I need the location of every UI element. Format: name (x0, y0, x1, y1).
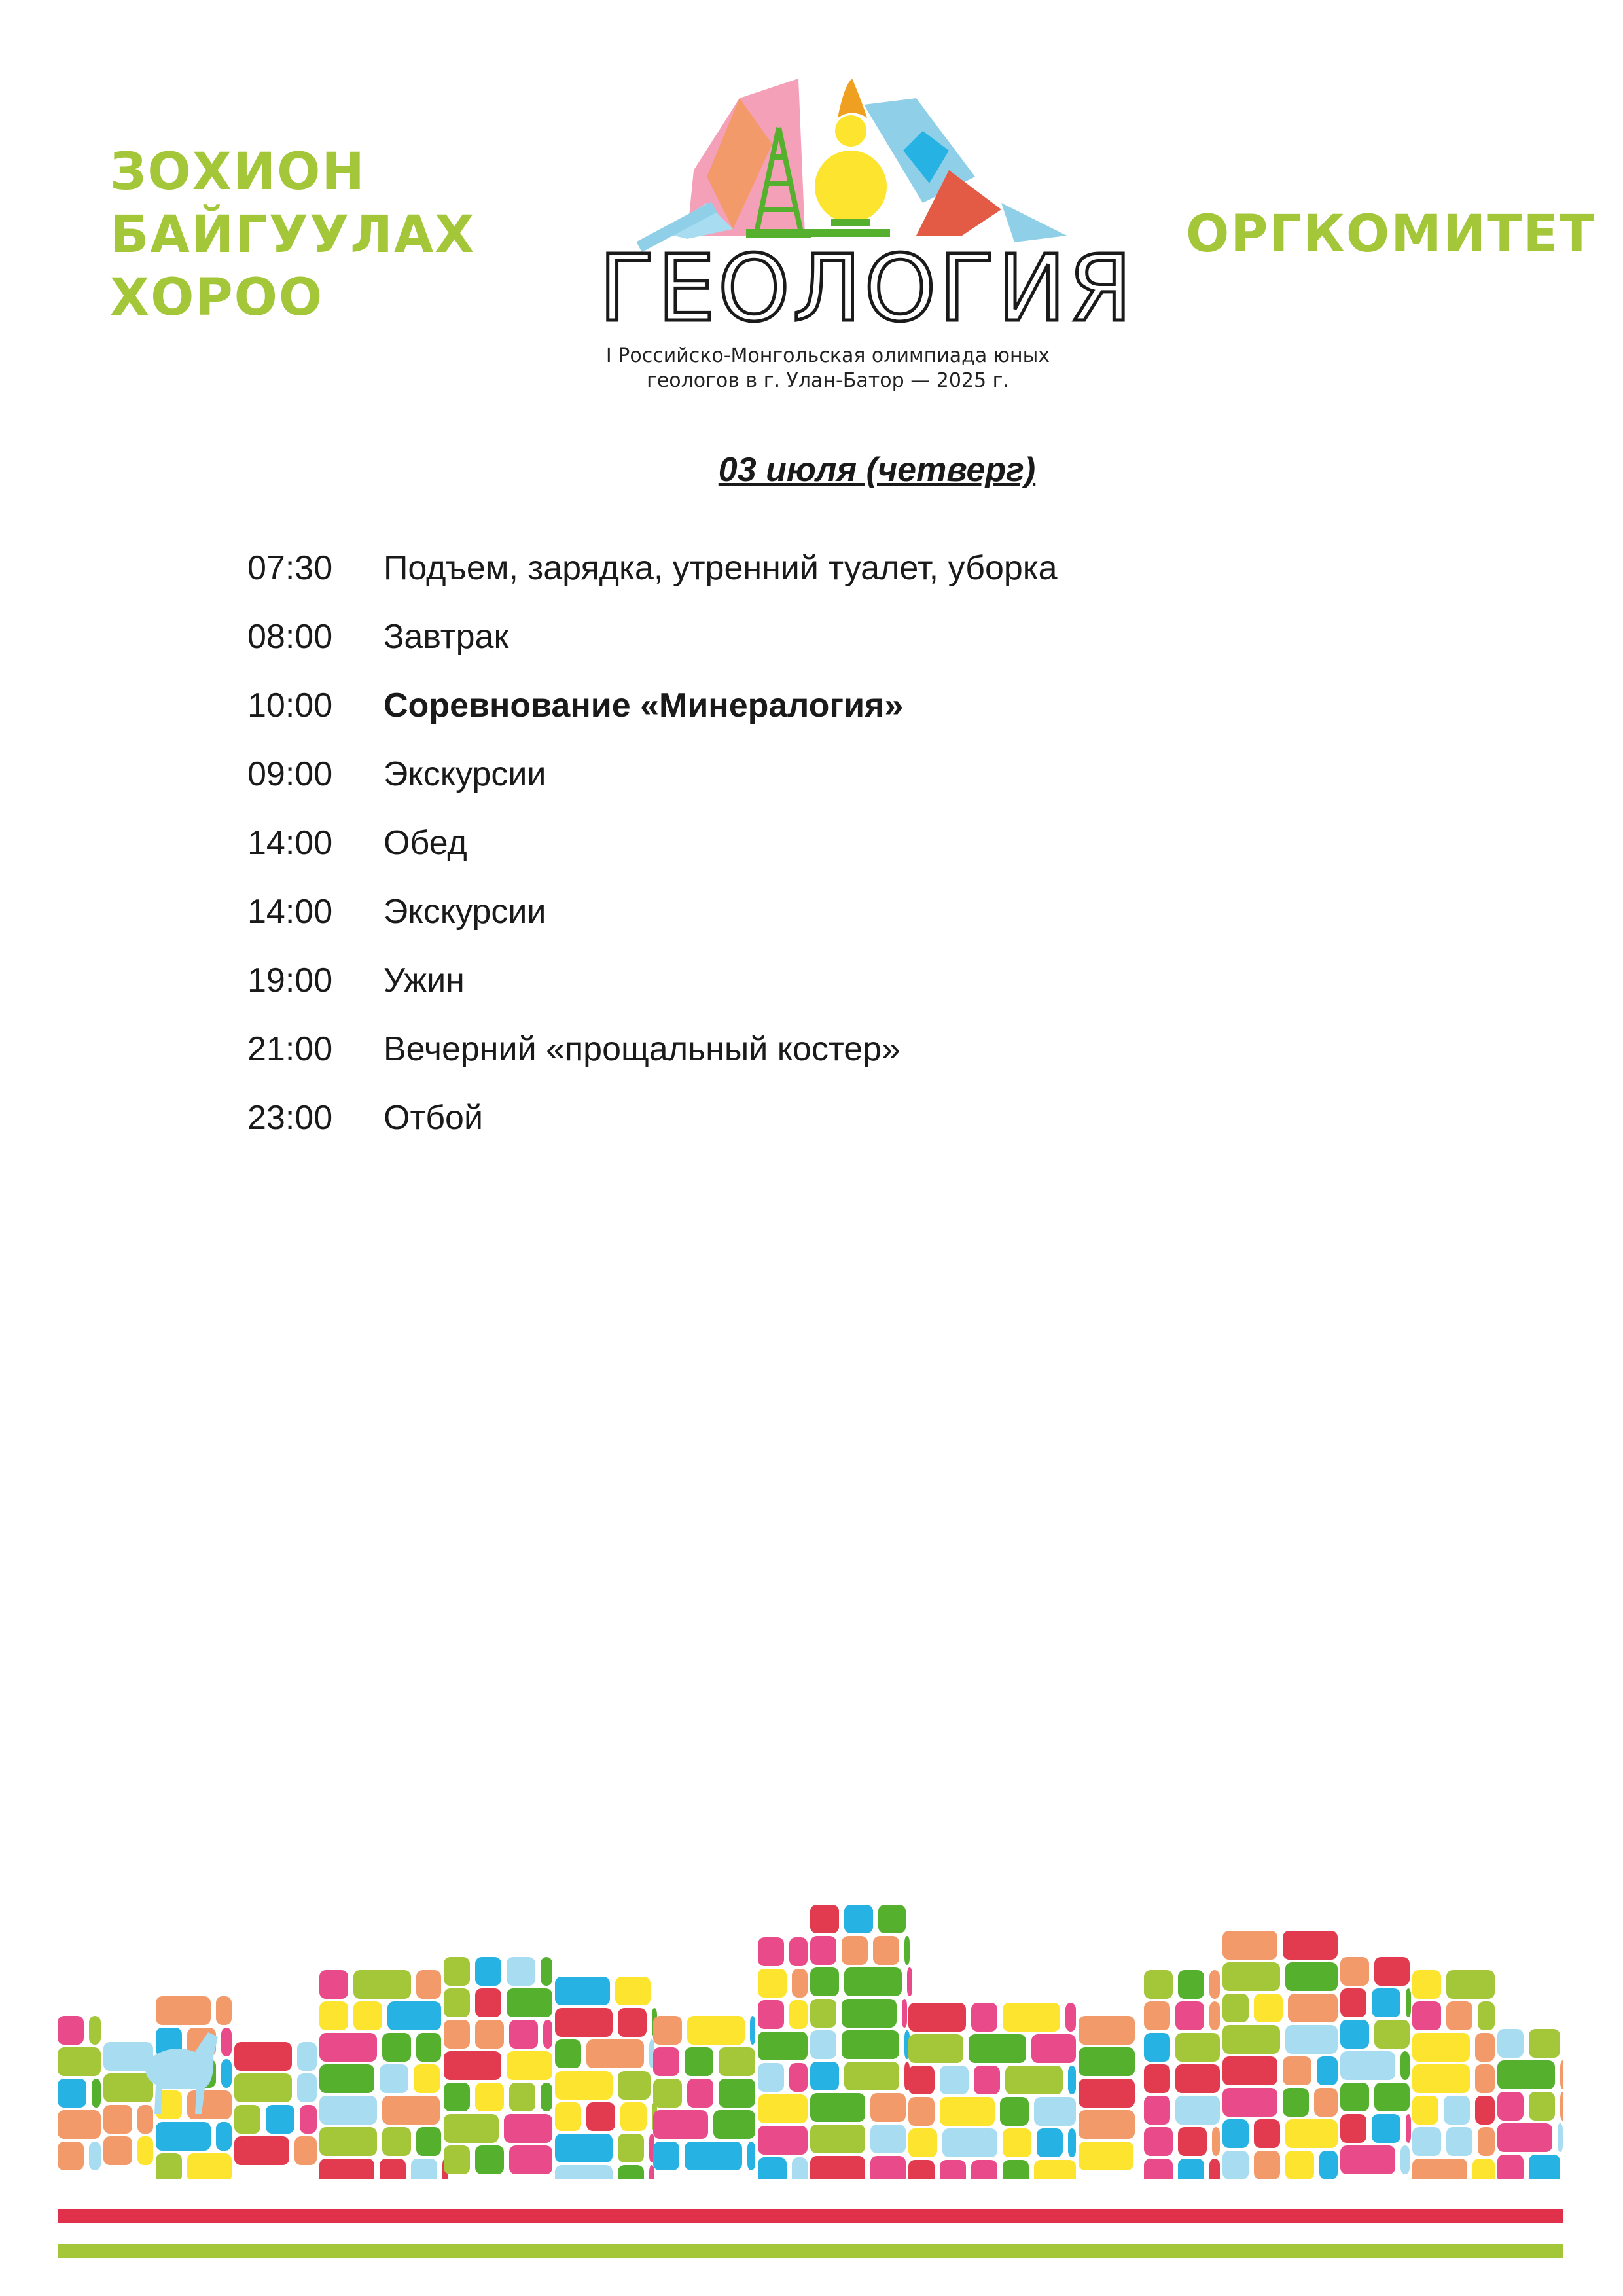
skyline-block (620, 2102, 647, 2131)
skyline-block (416, 2127, 441, 2156)
skyline-block (58, 2016, 84, 2045)
skyline-block (969, 2034, 1026, 2063)
skyline-block (789, 2000, 808, 2029)
skyline-block (1283, 1931, 1338, 1960)
skyline-block (1475, 2064, 1495, 2093)
header-left-line-3: ХОРОО (110, 268, 324, 327)
schedule-time: 23:00 (247, 1098, 333, 1137)
skyline-block (1412, 2033, 1470, 2062)
skyline-block (353, 2001, 382, 2030)
skyline-block (137, 2105, 153, 2134)
skyline-block (844, 1967, 902, 1996)
skyline-block (156, 2153, 182, 2179)
skyline-block (758, 2032, 808, 2060)
skyline-block (1000, 2097, 1029, 2126)
skyline-block (475, 1988, 501, 2017)
skyline-block (234, 2136, 289, 2165)
skyline-block (1144, 2001, 1170, 2030)
skyline-block (902, 1999, 907, 2028)
skyline-block (1034, 2160, 1076, 2179)
skyline-block (1031, 2034, 1076, 2063)
skyline-block (507, 1988, 552, 2017)
skyline-block (842, 2030, 899, 2059)
skyline-block (789, 1937, 808, 1966)
skyline-block (1222, 1994, 1249, 2022)
skyline-block (1144, 1970, 1173, 1999)
skyline-block (1175, 2001, 1204, 2030)
skyline-block (1529, 2029, 1560, 2058)
skyline-block (507, 2051, 552, 2080)
skyline-block (685, 2047, 713, 2076)
skyline-block (1497, 2029, 1524, 2058)
skyline-block (411, 2159, 437, 2179)
skyline-block (380, 2064, 408, 2093)
skyline-block (758, 2157, 787, 2179)
skyline-block (1222, 2088, 1277, 2117)
skyline-block (1478, 2001, 1495, 2030)
skyline-block (1340, 2083, 1369, 2111)
skyline-block (1285, 2151, 1314, 2179)
skyline-block (758, 2094, 808, 2123)
skyline-block (1475, 2033, 1495, 2062)
skyline-block (319, 2127, 377, 2156)
skyline-block (870, 2125, 906, 2153)
skyline-block (1412, 2096, 1438, 2125)
skyline-block (618, 2071, 651, 2100)
schedule-row (247, 1014, 1058, 1083)
skyline-block (1037, 2128, 1063, 2157)
skyline-block (618, 2165, 644, 2179)
skyline-block (618, 2134, 644, 2162)
skyline-block (653, 2047, 679, 2076)
skyline-block (541, 1957, 552, 1986)
skyline-block (103, 2073, 153, 2102)
skyline-block (908, 2160, 935, 2179)
skyline-block (1374, 2083, 1410, 2111)
skyline-block (58, 2079, 86, 2108)
logo-title: ГЕОЛОГИЯ (599, 236, 1135, 342)
skyline-block (1003, 2160, 1029, 2179)
skyline-block (1283, 2056, 1311, 2085)
skyline-block (1209, 2001, 1220, 2030)
skyline-block (810, 2093, 865, 2122)
skyline-block (1372, 1988, 1400, 2017)
skyline-block (103, 2105, 132, 2134)
skyline-block (1446, 2127, 1472, 2156)
skyline-block (870, 2156, 906, 2179)
skyline-block (940, 2097, 995, 2126)
skyline-block (216, 1996, 232, 2025)
skyline-block (475, 1957, 501, 1986)
skyline-block (1400, 2051, 1410, 2080)
skyline-block (758, 2000, 784, 2029)
skyline-block (873, 1936, 899, 1965)
skyline-block (615, 1977, 651, 2005)
skyline-block (1529, 2092, 1555, 2121)
skyline-block (842, 1936, 868, 1965)
skyline-block (1285, 1962, 1338, 1991)
skyline-block (319, 2033, 377, 2062)
schedule-row (247, 808, 1058, 877)
schedule-time: 21:00 (247, 1030, 333, 1068)
skyline-block (1412, 1970, 1441, 1999)
skyline-block (1446, 2001, 1472, 2030)
schedule-time: 08:00 (247, 617, 333, 656)
city-skyline-decoration (58, 1885, 1563, 2179)
skyline-block (319, 2096, 377, 2125)
skyline-block (908, 2066, 935, 2094)
skyline-block (103, 2136, 132, 2165)
skyline-block (1412, 2127, 1441, 2156)
logo-subtitle-line-2: геологов в г. Улан-Батор — 2025 г. (647, 369, 1009, 392)
skyline-block (444, 2020, 470, 2049)
skyline-block (649, 2165, 654, 2179)
skyline-block (1212, 2127, 1220, 2156)
skyline-block (586, 2102, 615, 2131)
skyline-block (1340, 1957, 1369, 1986)
skyline-block (1222, 2119, 1249, 2148)
skyline-block (444, 1957, 470, 1986)
skyline-block (92, 2079, 101, 2108)
skyline-block (89, 2142, 101, 2170)
skyline-block (319, 2064, 374, 2093)
skyline-block (810, 2062, 839, 2090)
skyline-block (380, 2159, 406, 2179)
skyline-block (908, 2003, 966, 2032)
skyline-block (1178, 2127, 1207, 2156)
skyline-block (543, 2020, 552, 2049)
skyline-block (1144, 2096, 1170, 2125)
skyline-block (1446, 1970, 1495, 1999)
skyline-block (475, 2083, 504, 2111)
schedule-time: 14:00 (247, 823, 333, 862)
skyline-block (444, 2083, 470, 2111)
schedule-row (247, 533, 1058, 602)
skyline-block (942, 2128, 997, 2157)
skyline-block (1372, 2114, 1400, 2143)
skyline-block (810, 2156, 865, 2179)
skyline-block (444, 1988, 470, 2017)
logo-subtitle (592, 344, 1063, 393)
schedule-row (247, 671, 1058, 740)
organizing-committee-ru: ОРГКОМИТЕТ (1186, 205, 1596, 264)
skyline-block (387, 2001, 441, 2030)
skyline-block (1065, 2003, 1076, 2032)
skyline-block (1254, 2119, 1280, 2148)
schedule-time: 10:00 (247, 686, 333, 725)
skyline-block (810, 1905, 839, 1933)
schedule-event: Соревнование «Минералогия» (383, 686, 904, 725)
skyline-block (541, 2083, 552, 2111)
skyline-block (300, 2105, 317, 2134)
green-stripe-divider (58, 2244, 1563, 2258)
skyline-block (878, 1905, 906, 1933)
skyline-block (1497, 2155, 1524, 2179)
skyline-block (907, 1967, 912, 1996)
skyline-block (1222, 1962, 1280, 1991)
skyline-block (713, 2110, 755, 2139)
skyline-block (187, 2153, 232, 2179)
skyline-block (758, 2063, 784, 2092)
schedule-event: Вечерний «прощальный костер» (383, 1030, 901, 1068)
schedule-time: 09:00 (247, 755, 333, 793)
skyline-block (221, 2059, 232, 2088)
skyline-block (1472, 2159, 1495, 2179)
skyline-block (844, 2062, 899, 2090)
skyline-block (908, 2034, 963, 2063)
skyline-block (653, 2016, 682, 2045)
skyline-block (216, 2122, 232, 2151)
red-stripe-divider (58, 2209, 1563, 2223)
skyline-block (297, 2073, 317, 2102)
skyline-block (1079, 2079, 1135, 2108)
skyline-block (842, 1999, 897, 2028)
skyline-block (1340, 2051, 1395, 2080)
skyline-block (187, 2090, 232, 2119)
skyline-block (156, 1996, 211, 2025)
skyline-block (687, 2079, 713, 2108)
skyline-block (416, 2033, 441, 2062)
skyline-block (382, 2127, 411, 2156)
skyline-block (904, 1936, 910, 1965)
skyline-block (1560, 2092, 1563, 2121)
schedule-time: 14:00 (247, 892, 333, 931)
skyline-block (297, 2042, 317, 2071)
skyline-block (234, 2105, 260, 2134)
schedule-row (247, 1083, 1058, 1152)
skyline-block (908, 2128, 937, 2157)
skyline-block (758, 2126, 808, 2155)
skyline-block (1340, 2020, 1369, 2049)
skyline-block (555, 2165, 613, 2179)
schedule-event: Отбой (383, 1098, 484, 1137)
skyline-block (1068, 2066, 1076, 2094)
skyline-block (1497, 2060, 1555, 2089)
skyline-block (416, 1970, 441, 1999)
skyline-block (382, 2033, 411, 2062)
schedule-time: 07:30 (247, 548, 333, 587)
skyline-block (1406, 2114, 1411, 2143)
skyline-block (234, 2073, 292, 2102)
skyline-block (555, 1977, 610, 2005)
schedule-time: 19:00 (247, 961, 333, 999)
schedule-list (247, 533, 1058, 1152)
skyline-block (555, 2071, 613, 2100)
skyline-block (1003, 2003, 1060, 2032)
skyline-block (1222, 1931, 1277, 1960)
skyline-block (234, 2042, 292, 2071)
skyline-block (1079, 2016, 1135, 2045)
skyline-block (444, 2051, 501, 2080)
skyline-block (444, 2114, 499, 2143)
header-left-line-2: БАЙГУУЛАХ (110, 206, 476, 264)
skyline-block (1340, 2145, 1395, 2174)
skyline-block (1222, 2056, 1277, 2085)
skyline-block (618, 2008, 647, 2037)
logo-subtitle-line-1: I Российско-Монгольская олимпиада юных (605, 344, 1050, 367)
skyline-block (1529, 2155, 1560, 2179)
date-heading: 03 июля (четверг) (718, 451, 1036, 489)
skyline-block (1209, 1970, 1220, 1999)
skyline-block (750, 2016, 755, 2045)
skyline-block (1178, 2159, 1204, 2179)
skyline-block (1209, 2159, 1220, 2179)
skyline-block (1034, 2097, 1076, 2126)
skyline-block (509, 2145, 552, 2174)
skyline-block (1079, 2142, 1133, 2170)
skyline-block (1412, 2001, 1441, 2030)
skyline-block (507, 1957, 535, 1986)
skyline-block (1444, 2096, 1470, 2125)
skyline-block (1222, 2151, 1249, 2179)
skyline-block (1314, 2088, 1338, 2117)
skyline-block (810, 1999, 836, 2028)
skyline-block (1144, 2033, 1170, 2062)
skyline-block (1283, 2088, 1309, 2117)
skyline-block (156, 2122, 211, 2151)
skyline-block (586, 2039, 644, 2068)
skyline-block (1319, 2151, 1338, 2179)
skyline-block (89, 2016, 101, 2045)
skyline-block (294, 2136, 317, 2165)
skyline-block (1144, 2064, 1170, 2093)
skyline-block (1558, 2123, 1563, 2152)
skyline-block (319, 2001, 348, 2030)
skyline-block (1175, 2096, 1220, 2125)
skyline-block (58, 2142, 84, 2170)
skyline-block (555, 2039, 581, 2068)
skyline-block (758, 1937, 784, 1966)
schedule-row (247, 877, 1058, 946)
skyline-block (509, 2083, 535, 2111)
skyline-block (870, 2093, 906, 2122)
skyline-block (719, 2047, 755, 2076)
skyline-block (1340, 2114, 1366, 2143)
header-left-line-1: ЗОХИОН (110, 143, 366, 202)
skyline-block (810, 2030, 836, 2059)
skyline-block (1254, 2151, 1280, 2179)
skyline-block (1175, 2033, 1220, 2062)
skyline-block (504, 2114, 552, 2143)
skyline-block (1374, 2020, 1410, 2049)
skyline-block (1079, 2047, 1135, 2076)
schedule-row (247, 602, 1058, 671)
skyline-block (137, 2136, 153, 2165)
skyline-block (58, 2047, 101, 2076)
skyline-block (1560, 2060, 1563, 2089)
skyline-block (555, 2102, 581, 2131)
skyline-block (1285, 2025, 1338, 2054)
skyline-block (792, 2157, 808, 2179)
skyline-block (1079, 2110, 1135, 2139)
skyline-block (653, 2110, 708, 2139)
skyline-block (971, 2160, 997, 2179)
skyline-block (1144, 2127, 1173, 2156)
skyline-block (810, 1967, 839, 1996)
skyline-block (792, 1969, 808, 1998)
skyline-block (940, 2066, 969, 2094)
skyline-block (974, 2066, 1000, 2094)
schedule-event: Обед (383, 823, 467, 862)
skyline-block (444, 2145, 470, 2174)
skyline-block (1340, 1988, 1366, 2017)
skyline-block (1497, 2123, 1552, 2152)
schedule-row (247, 946, 1058, 1014)
skyline-block (353, 1970, 411, 1999)
skyline-block (1374, 1957, 1410, 1986)
schedule-event: Завтрак (383, 617, 509, 656)
skyline-block (1005, 2066, 1063, 2094)
skyline-block (1068, 2128, 1076, 2157)
skyline-block (653, 2079, 682, 2108)
skyline-block (1317, 2056, 1338, 2085)
skyline-block (758, 1969, 787, 1998)
skyline-block (1412, 2064, 1470, 2093)
skyline-block (1478, 2127, 1495, 2156)
skyline-block (1475, 2096, 1495, 2125)
skyline-block (414, 2064, 440, 2093)
skyline-block (653, 2142, 679, 2170)
skyline-block (685, 2142, 742, 2170)
skyline-block (940, 2160, 966, 2179)
skyline-block (382, 2096, 440, 2125)
skyline-block (319, 1970, 348, 1999)
skyline-block (789, 2063, 808, 2092)
skyline-block (1222, 2025, 1280, 2054)
skyline-block (1178, 1970, 1204, 1999)
skyline-block (1406, 1988, 1411, 2017)
skyline-block (266, 2105, 294, 2134)
skyline-block (1412, 2159, 1467, 2179)
skyline-block (1400, 2145, 1410, 2174)
skyline-block (509, 2020, 538, 2049)
skyline-block (1003, 2128, 1031, 2157)
skyline-block (719, 2079, 755, 2108)
skyline-block (475, 2020, 504, 2049)
skyline-block (908, 2097, 935, 2126)
skyline-block (1144, 2159, 1173, 2179)
skyline-block (687, 2016, 745, 2045)
skyline-block (58, 2110, 101, 2139)
skyline-block (319, 2159, 374, 2179)
skyline-block (1288, 1994, 1338, 2022)
skyline-block (810, 1936, 836, 1965)
schedule-event: Ужин (383, 961, 465, 999)
schedule-row (247, 740, 1058, 808)
skyline-block (1285, 2119, 1338, 2148)
schedule-event: Экскурсии (383, 755, 546, 793)
skyline-block (810, 2125, 865, 2153)
skyline-block (1497, 2092, 1524, 2121)
skyline-block (747, 2142, 755, 2170)
schedule-event: Подъем, зарядка, утренний туалет, уборка (383, 548, 1058, 587)
skyline-block (1254, 1994, 1283, 2022)
skyline-block (555, 2008, 613, 2037)
skyline-block (971, 2003, 997, 2032)
skyline-block (555, 2134, 613, 2162)
organizing-committee-mn (110, 141, 475, 329)
skyline-block (844, 1905, 873, 1933)
skyline-block (1175, 2064, 1220, 2093)
skyline-block (475, 2145, 504, 2174)
skyline-block (221, 2028, 232, 2056)
schedule-event: Экскурсии (383, 892, 546, 931)
